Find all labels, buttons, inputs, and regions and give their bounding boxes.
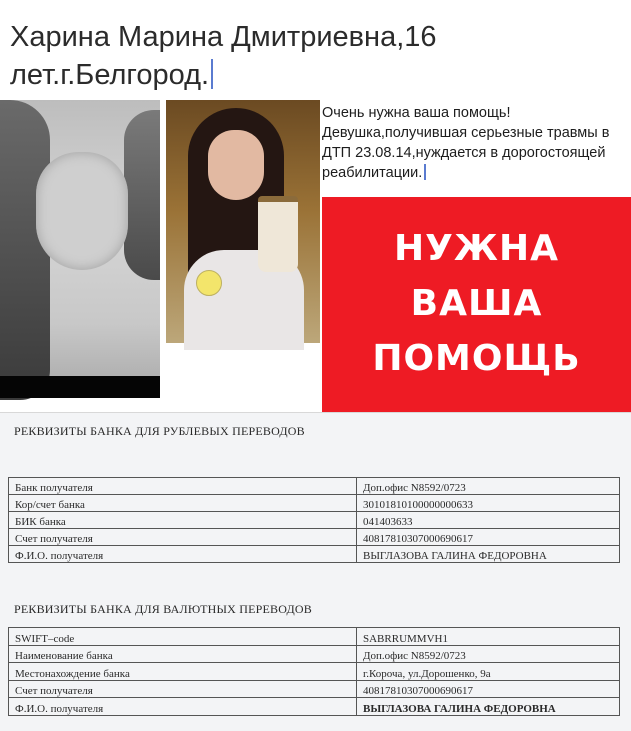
row-label: Банк получателя xyxy=(9,478,357,495)
text-cursor xyxy=(424,164,426,180)
row-value: 30101810100000000633 xyxy=(357,495,620,512)
table-row xyxy=(9,645,620,663)
table-row xyxy=(9,546,620,563)
row-value: Доп.офис N8592/0723 xyxy=(357,478,620,495)
ruble-heading: РЕКВИЗИТЫ БАНКА ДЛЯ РУБЛЕВЫХ ПЕРЕВОДОВ xyxy=(14,424,305,438)
help-banner xyxy=(322,197,631,415)
table-row xyxy=(9,663,620,681)
banner-line-1: НУЖНА xyxy=(394,228,559,269)
smiley-icon xyxy=(196,270,222,296)
banner-line-2: ВАША xyxy=(410,283,543,324)
table-row xyxy=(9,512,620,529)
title-line-1: Харина Марина Дмитриевна,16 xyxy=(10,21,437,53)
bank-details-sheet xyxy=(0,412,631,731)
table-row xyxy=(9,529,620,546)
table-row xyxy=(9,495,620,512)
row-value: Доп.офис N8592/0723 xyxy=(357,645,620,663)
text-cursor xyxy=(211,59,213,89)
row-value: ВЫГЛАЗОВА ГАЛИНА ФЕДОРОВНА xyxy=(357,546,620,563)
row-label: Наименование банка xyxy=(9,645,357,663)
row-label: Счет получателя xyxy=(9,680,357,698)
currency-heading: РЕКВИЗИТЫ БАНКА ДЛЯ ВАЛЮТНЫХ ПЕРЕВОДОВ xyxy=(14,602,312,616)
row-label: Ф.И.О. получателя xyxy=(9,698,357,716)
row-label: Счет получателя xyxy=(9,529,357,546)
cup-icon xyxy=(258,196,298,272)
row-label: Местонахождение банка xyxy=(9,663,357,681)
row-label: Ф.И.О. получателя xyxy=(9,546,357,563)
row-value: 041403633 xyxy=(357,512,620,529)
appeal-text: Очень нужна ваша помощь! Девушка,получившая серьезные травмы в ДТП 23.08.14,нуждается в дорогостоящей реабилитации. xyxy=(322,105,610,181)
row-label: SWIFT–code xyxy=(9,628,357,646)
photo-portrait-bw xyxy=(0,100,160,398)
row-label: Кор/счет банка xyxy=(9,495,357,512)
row-label: БИК банка xyxy=(9,512,357,529)
row-value: 40817810307000690617 xyxy=(357,529,620,546)
row-value: ВЫГЛАЗОВА ГАЛИНА ФЕДОРОВНА xyxy=(357,698,620,716)
row-value: 40817810307000690617 xyxy=(357,680,620,698)
currency-details-table xyxy=(8,627,620,716)
ruble-details-table xyxy=(8,477,620,563)
page-title xyxy=(10,18,620,94)
row-value: г.Короча, ул.Дорошенко, 9а xyxy=(357,663,620,681)
table-row xyxy=(9,628,620,646)
table-row xyxy=(9,478,620,495)
table-row xyxy=(9,680,620,698)
row-value: SABRRUMMVH1 xyxy=(357,628,620,646)
title-line-2: лет.г.Белгород. xyxy=(10,59,210,91)
photo-with-drink xyxy=(166,100,320,343)
banner-line-3: ПОМОЩЬ xyxy=(372,338,581,379)
table-row xyxy=(9,698,620,716)
